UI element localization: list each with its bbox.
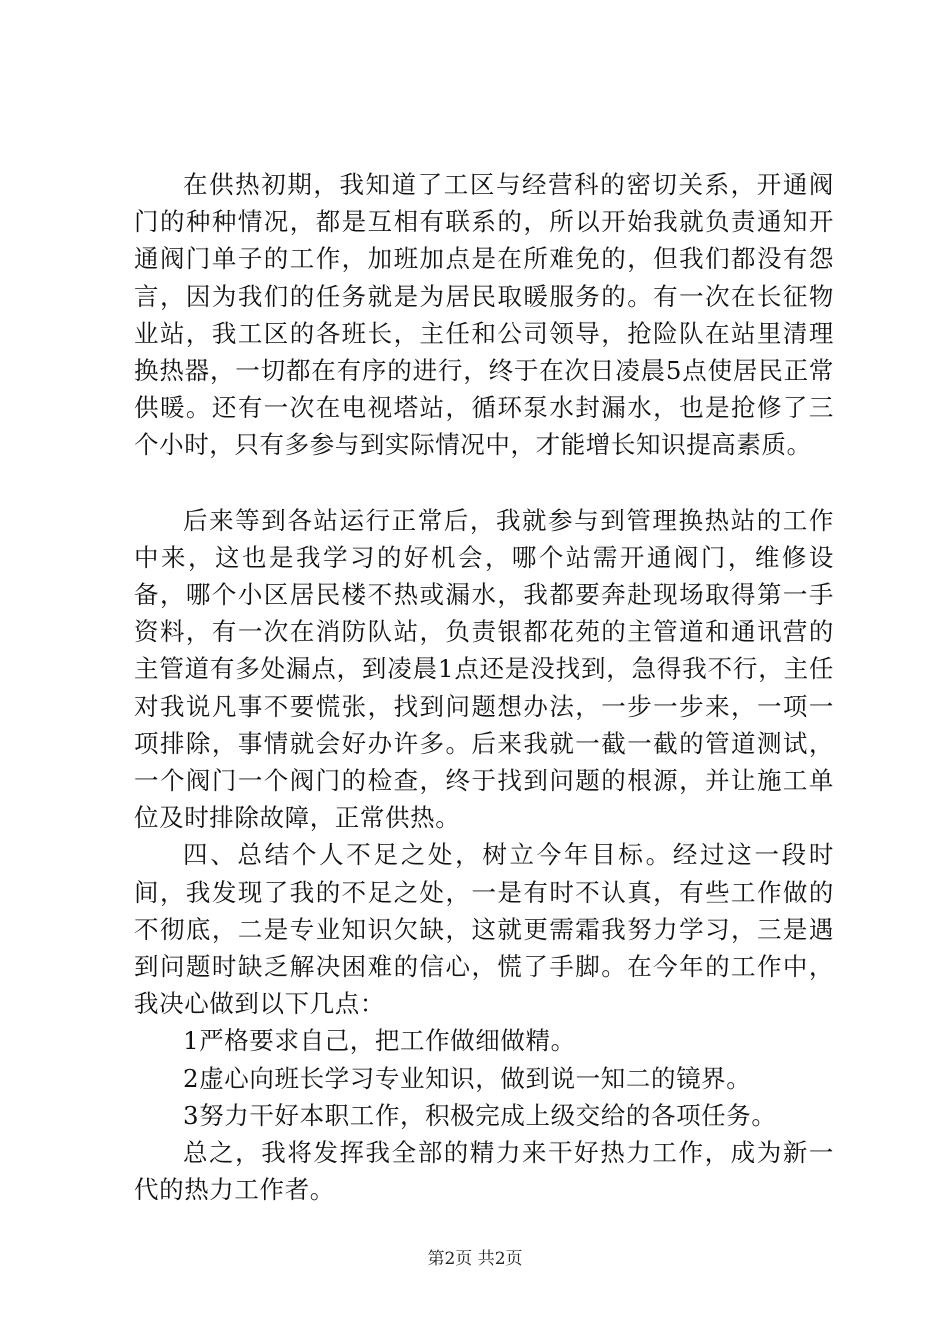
list-item: 3努力干好本职工作，积极完成上级交给的各项任务。 (183, 1100, 777, 1130)
document-body (134, 166, 834, 1208)
paragraph-station-management: 后来等到各站运行正常后，我就参与到管理换热站的工作中来，这也是我学习的好机会，哪个站需开通阀门，维修设备，哪个小区居民楼不热或漏水，我都要奔赴现场取得第一手资料，有一次在消防队站，负责银都花苑的主管道和通讯营的主管道有多处漏点，到凌晨1点还是没找到，急得我不行，主任对我说凡事不要慌张，找到问题想办法，一步一步来，一项一项排除，事情就会好办许多。后来我就一截一截的管道测试，一个阀门一个阀门的检查，终于找到问题的根源，并让施工单位及时排除故障，正常供热。 (134, 505, 834, 833)
list-item: 1严格要求自己，把工作做细做精。 (183, 1026, 576, 1056)
paragraph-heating-start: 在供热初期，我知道了工区与经营科的密切关系，开通阀门的种种情况，都是互相有联系的，所以开始我就负责通知开通阀门单子的工作，加班加点是在所难免的，但我们都没有怨言，因为我们的任务就是为居民取暖服务的。有一次在长征物业站，我工区的各班长，主任和公司领导，抢险队在站里清理换热器，一切都在有序的进行，终于在次日凌晨5点使居民正常供暖。还有一次在电视塔站，循环泵水封漏水，也是抢修了三个小时，只有多参与到实际情况中，才能增长知识提高素质。 (134, 170, 834, 460)
paragraph-closing: 总之，我将发挥我全部的精力来干好热力工作，成为新一代的热力工作者。 (134, 1138, 834, 1205)
paragraph-shortcomings: 四、总结个人不足之处，树立今年目标。经过这一段时间，我发现了我的不足之处，一是有时不认真，有些工作做的不彻底，二是专业知识欠缺，这就更需霜我努力学习，三是遇到问题时缺乏解决困难的信心，慌了手脚。在今年的工作中，我决心做到以下几点： (134, 840, 834, 1019)
page-number-footer: 第2页 共2页 (427, 1249, 523, 1269)
list-item: 2虚心向班长学习专业知识，做到说一知二的镜界。 (183, 1063, 752, 1093)
